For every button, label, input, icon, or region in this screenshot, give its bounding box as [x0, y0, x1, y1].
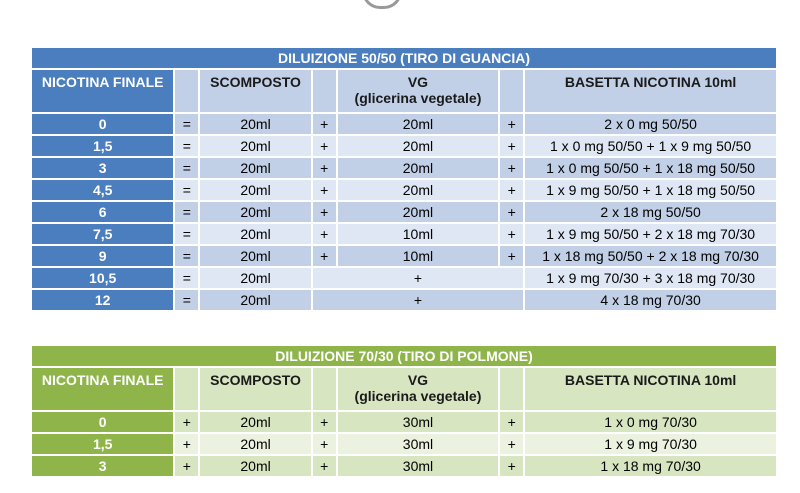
scomposto-cell: 20ml — [200, 202, 310, 222]
scomposto-cell: 20ml — [200, 290, 310, 310]
header-scomposto: SCOMPOSTO — [200, 368, 310, 410]
table-row — [32, 456, 776, 476]
operator-merged-cell: + — [313, 268, 524, 288]
table-title: DILUIZIONE 70/30 (TIRO DI POLMONE) — [32, 346, 776, 366]
header-basetta: BASETTA NICOTINA 10ml — [525, 70, 776, 112]
operator-cell: = — [175, 180, 198, 200]
operator-cell: = — [175, 246, 198, 266]
operator-cell: + — [175, 412, 198, 432]
basetta-cell: 1 x 18 mg 50/50 + 2 x 18 mg 70/30 — [525, 246, 776, 266]
operator-cell: + — [500, 456, 523, 476]
table-row — [32, 202, 776, 222]
vg-cell: 20ml — [338, 158, 498, 178]
vg-cell: 30ml — [338, 434, 498, 454]
nicotina-finale-cell: 6 — [32, 202, 173, 222]
scomposto-cell: 20ml — [200, 136, 310, 156]
scomposto-cell: 20ml — [200, 412, 310, 432]
basetta-cell: 2 x 0 mg 50/50 — [525, 114, 776, 134]
basetta-cell: 1 x 9 mg 70/30 — [525, 434, 776, 454]
nicotina-finale-cell: 9 — [32, 246, 173, 266]
nicotina-finale-cell: 12 — [32, 290, 173, 310]
nicotina-finale-cell: 3 — [32, 456, 173, 476]
operator-cell: + — [313, 434, 336, 454]
vg-cell: 20ml — [338, 180, 498, 200]
operator-cell: + — [500, 202, 523, 222]
operator-cell: + — [313, 456, 336, 476]
header-vg — [338, 70, 498, 112]
nicotina-finale-cell: 10,5 — [32, 268, 173, 288]
table-title: DILUIZIONE 50/50 (TIRO DI GUANCIA) — [32, 48, 776, 68]
scomposto-cell: 20ml — [200, 268, 310, 288]
basetta-cell: 1 x 0 mg 70/30 — [525, 412, 776, 432]
operator-cell: + — [500, 180, 523, 200]
operator-cell: + — [313, 136, 336, 156]
header-vg-sublabel: (glicerina vegetale) — [354, 388, 482, 404]
table-row — [32, 290, 776, 310]
operator-cell: = — [175, 114, 198, 134]
dilution-table-50-50 — [30, 46, 778, 312]
scomposto-cell: 20ml — [200, 180, 310, 200]
operator-cell: = — [175, 290, 198, 310]
basetta-cell: 1 x 9 mg 70/30 + 3 x 18 mg 70/30 — [525, 268, 776, 288]
cropped-title-fragment — [362, 0, 402, 9]
header-spacer — [175, 70, 198, 112]
header-spacer — [175, 368, 198, 410]
operator-cell: + — [313, 180, 336, 200]
operator-cell: = — [175, 136, 198, 156]
operator-cell: = — [175, 224, 198, 244]
nicotina-finale-cell: 7,5 — [32, 224, 173, 244]
vg-cell: 20ml — [338, 114, 498, 134]
operator-cell: = — [175, 158, 198, 178]
header-vg-label: VG — [407, 372, 429, 388]
table-row — [32, 268, 776, 288]
operator-cell: + — [500, 412, 523, 432]
operator-cell: + — [500, 114, 523, 134]
header-scomposto: SCOMPOSTO — [200, 70, 310, 112]
nicotina-finale-cell: 4,5 — [32, 180, 173, 200]
vg-cell: 30ml — [338, 456, 498, 476]
scomposto-cell: 20ml — [200, 224, 310, 244]
operator-cell: + — [500, 224, 523, 244]
nicotina-finale-cell: 0 — [32, 114, 173, 134]
operator-cell: + — [313, 224, 336, 244]
operator-cell: = — [175, 202, 198, 222]
basetta-cell: 1 x 0 mg 50/50 + 1 x 18 mg 50/50 — [525, 158, 776, 178]
nicotina-finale-cell: 1,5 — [32, 136, 173, 156]
operator-cell: + — [500, 158, 523, 178]
operator-cell: + — [313, 202, 336, 222]
operator-cell: + — [313, 114, 336, 134]
basetta-cell: 4 x 18 mg 70/30 — [525, 290, 776, 310]
scomposto-cell: 20ml — [200, 158, 310, 178]
header-vg — [338, 368, 498, 410]
header-spacer — [313, 368, 336, 410]
basetta-cell: 1 x 0 mg 50/50 + 1 x 9 mg 50/50 — [525, 136, 776, 156]
table-row — [32, 412, 776, 432]
basetta-cell: 1 x 9 mg 50/50 + 2 x 18 mg 70/30 — [525, 224, 776, 244]
header-vg-label: VG — [407, 74, 429, 90]
table-row — [32, 158, 776, 178]
vg-cell: 10ml — [338, 246, 498, 266]
operator-cell: + — [313, 246, 336, 266]
header-nicotina-finale: NICOTINA FINALE — [32, 368, 173, 410]
header-nicotina-finale: NICOTINA FINALE — [32, 70, 173, 112]
table-row — [32, 180, 776, 200]
vg-cell: 20ml — [338, 202, 498, 222]
table-row — [32, 114, 776, 134]
basetta-cell: 1 x 18 mg 70/30 — [525, 456, 776, 476]
operator-cell: + — [175, 456, 198, 476]
basetta-cell: 2 x 18 mg 50/50 — [525, 202, 776, 222]
dilution-table-70-30 — [30, 344, 778, 478]
nicotina-finale-cell: 1,5 — [32, 434, 173, 454]
header-spacer — [313, 70, 336, 112]
basetta-cell: 1 x 9 mg 50/50 + 1 x 18 mg 50/50 — [525, 180, 776, 200]
table-row — [32, 224, 776, 244]
operator-cell: + — [500, 136, 523, 156]
scomposto-cell: 20ml — [200, 114, 310, 134]
table-row — [32, 246, 776, 266]
operator-cell: + — [175, 434, 198, 454]
vg-cell: 30ml — [338, 412, 498, 432]
header-vg-sublabel: (glicerina vegetale) — [354, 90, 482, 106]
vg-cell: 10ml — [338, 224, 498, 244]
operator-cell: + — [500, 246, 523, 266]
operator-merged-cell: + — [313, 290, 524, 310]
nicotina-finale-cell: 3 — [32, 158, 173, 178]
header-spacer — [500, 70, 523, 112]
header-spacer — [500, 368, 523, 410]
operator-cell: + — [313, 412, 336, 432]
operator-cell: + — [500, 434, 523, 454]
nicotina-finale-cell: 0 — [32, 412, 173, 432]
vg-cell: 20ml — [338, 136, 498, 156]
header-basetta: BASETTA NICOTINA 10ml — [525, 368, 776, 410]
table-row — [32, 434, 776, 454]
operator-cell: = — [175, 268, 198, 288]
operator-cell: + — [313, 158, 336, 178]
table-row — [32, 136, 776, 156]
scomposto-cell: 20ml — [200, 434, 310, 454]
scomposto-cell: 20ml — [200, 456, 310, 476]
scomposto-cell: 20ml — [200, 246, 310, 266]
